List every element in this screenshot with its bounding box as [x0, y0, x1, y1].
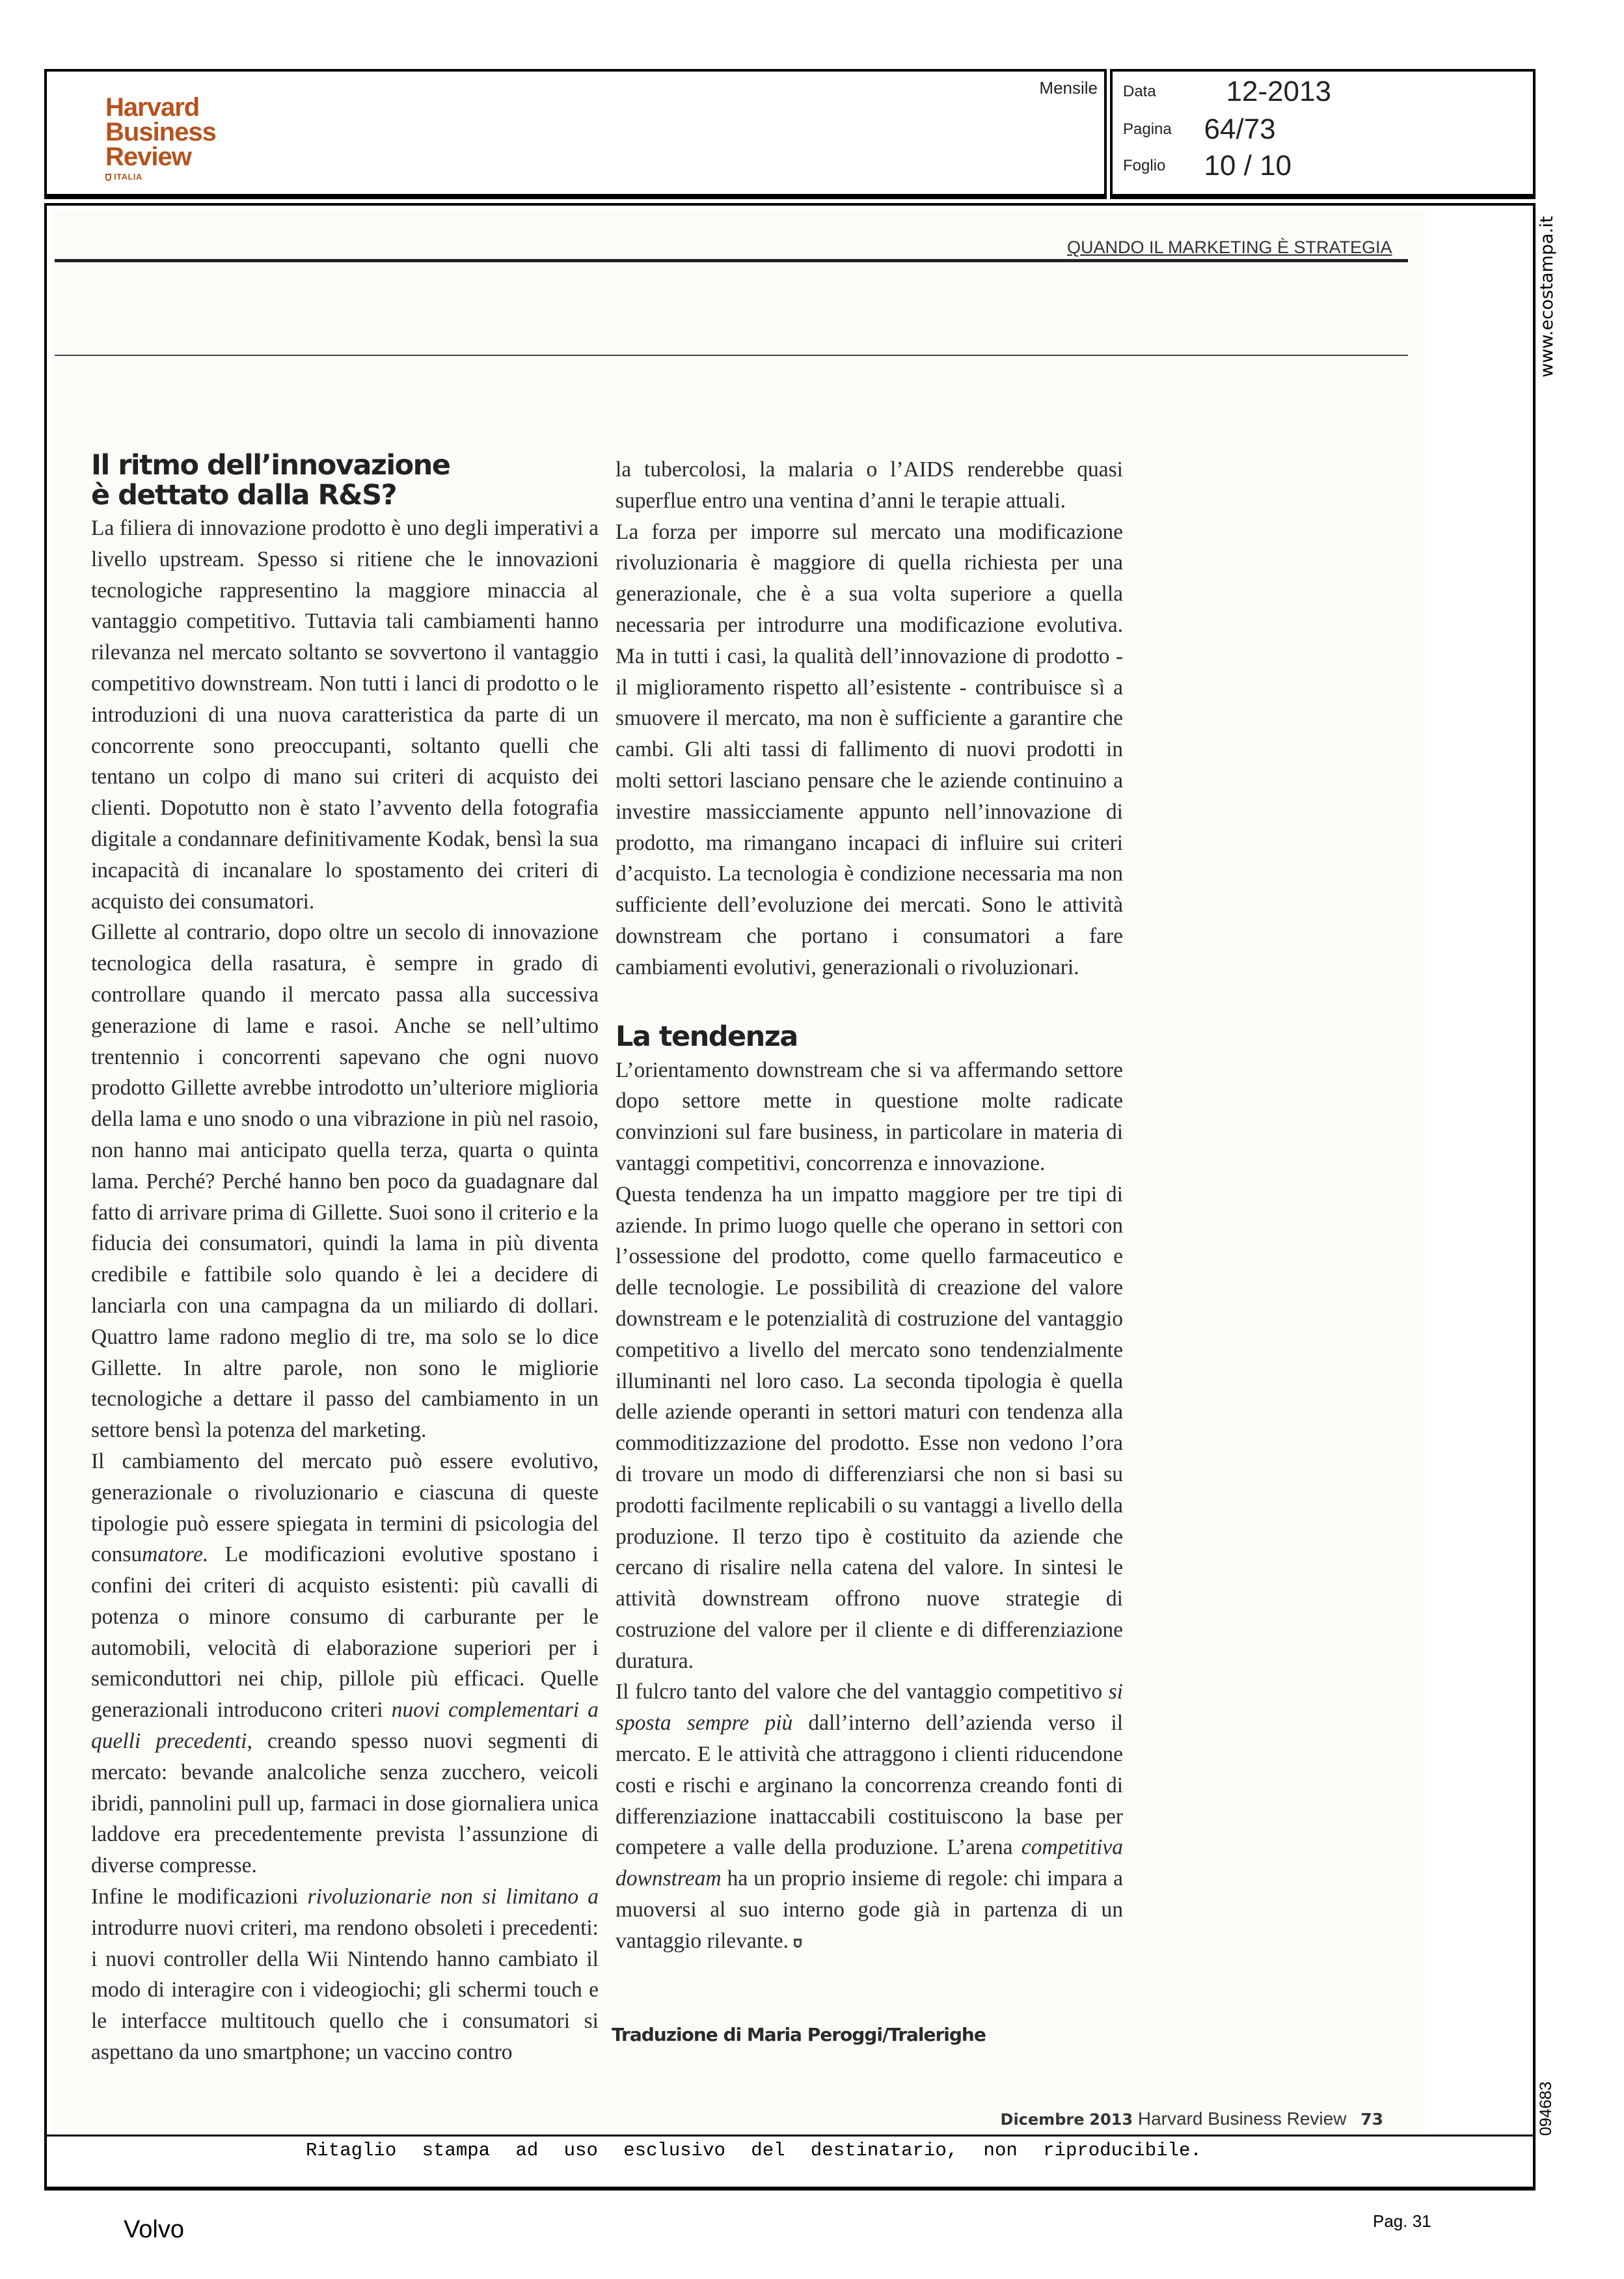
text-run: ha un proprio insieme di regole: chi impara a muoversi al suo interno gode già in partenza di un vantaggio rilevante.: [616, 1866, 1123, 1953]
side-url-text: www.ecostampa.it: [1537, 215, 1557, 377]
translation-credit: Traduzione di Maria Peroggi/Tralerighe: [612, 2024, 986, 2045]
folio-magazine: Harvard Business Review: [1137, 2108, 1347, 2129]
paragraph: La forza per imporre sul mercato una modificazione rivoluzionaria è maggiore di quella richiesta per una generazionale, che è a sua volta superiore a quella necessaria per introdurre una modificazione evolutiva. Ma in tutti i casi, la qualità dell’innovazione di prodotto - il miglioramento rispetto all’esistente - contribuisce sì a smuovere il mercato, ma non è sufficiente a garantire che cambi. Gli alti tassi di fallimento di nuovi prodotti in molti settori lasciano pensare che le aziende continuino a investire massicciamente appunto nell’innovazione di prodotto, ma rimangano incapaci di influire sui criteri d’acquisto. La tecnologia è condizione necessaria ma non sufficiente dell’evoluzione dei mercati. Sono le attività downstream che portano i consumatori a fare cambiamenti evolutivi, generazionali o rivoluzionari.: [616, 519, 1123, 979]
meta-sheet-label: Foglio: [1123, 157, 1166, 174]
paragraph: [91, 1446, 599, 1881]
paragraph: [616, 1676, 1123, 1956]
paragraph: Gillette al contrario, dopo oltre un secolo di innovazione tecnologica della rasatura, è sempre in grado di controllare quando il mercato passa alla successiva generazione di lame e rasoi. Anche se nell’ultimo trentennio i concorrenti sapevano che ogni nuovo prodotto Gillette avrebbe introdotto un’ulteriore miglioria della lama e uno snodo o una vibrazione in più nel rasoio, non hanno mai anticipato quella terza, quarta o quinta lama. Perché? Perché hanno ben poco da guadagnare dal fatto di arrivare prima di Gillette. Suoi sono il criterio e la fiducia dei consumatori, quindi la lama in più diventa credibile e fattibile solo quando è lei a decidere di lanciarla con una campagna da un miliardo di dollari. Quattro lame radono meglio di tre, ma solo se lo dice Gillette. In altre parole, non sono le migliorie tecnologiche a dettare il passo del cambiamento in un settore bensì la potenza del marketing.: [91, 920, 599, 1443]
shield-icon: [105, 174, 111, 181]
side-code-text: 094683: [1537, 2081, 1555, 2136]
text-run: Infine le modificazioni: [91, 1885, 308, 1909]
italic-run: si sposta sempre più: [616, 1680, 1123, 1736]
italic-run: nuovi complementari a quelli precedenti,: [91, 1698, 599, 1754]
italic-run: rivoluzionarie non si limitano a: [307, 1885, 599, 1909]
section-heading-trend: La tendenza: [616, 1020, 798, 1053]
text-run: Il fulcro tanto del valore che del vantaggio competitivo: [616, 1680, 1109, 1704]
folio-month: Dicembre: [1000, 2110, 1085, 2129]
paragraph: la tubercolosi, la malaria o l’AIDS renderebbe quasi superflue entro una ventina d’anni le terapie attuali.: [616, 457, 1123, 513]
paragraph: La filiera di innovazione prodotto è uno degli imperativi a livello upstream. Spesso si ritiene che le innovazioni tecnologiche rappresentino la maggiore minaccia al vantaggio competitivo. Tuttavia tali cambiamenti hanno rilevanza nel mercato soltanto se sovvertono il vantaggio competitivo downstream. Non tutti i lanci di prodotto o le introduzioni di una nuova caratteristica da parte di un concorrente sono preoccupanti, soltanto quelli che tentano un colpo di mano sui criteri di acquisto dei clienti. Dopotutto non è stato l’avvento della fotografia digitale a condannare definitivamente Kodak, bensì la sua incapacità di incanalare lo spostamento dei criteri di acquisto dei consumatori.: [91, 516, 599, 914]
meta-sheet: [1123, 150, 1292, 182]
text-run: Le modificazioni evolutive spostano i confini dei criteri di acquisto esistenti: più cavalli di potenza o minore consumo di carburante per le automobili, velocità di elaborazione superiori per i semiconduttori nei chip, pillole più efficaci. Quelle generazionali introducono criteri: [91, 1542, 599, 1723]
article-column-left: [91, 450, 599, 2068]
footer-page: Pag. 31: [1373, 2211, 1431, 2231]
text-run: dall’interno dell’azienda verso il mercato. E le attività che attraggono i clienti riducendone costi e rischi e arginano la concorrenza creando fonti di differenziazione inattaccabili costituiscono la base per competere a valle della produzione. L’arena: [616, 1711, 1123, 1860]
italic-run: competitiva downstream: [616, 1835, 1123, 1891]
disclaimer-text: Ritaglio stampa ad uso esclusivo del destinatario, non riproducibile.: [306, 2140, 1202, 2161]
kicker-rule: [55, 259, 1408, 262]
paragraph: L’orientamento downstream che si va affermando settore dopo settore mette in questione molte radicate convinzioni sul fare business, in particolare in materia di vantaggi competitivi, concorrenza e innovazione.: [616, 1058, 1123, 1175]
frequency-label: Mensile: [1039, 78, 1098, 98]
paragraph: [91, 1881, 599, 2068]
meta-date-value: 12-2013: [1226, 75, 1331, 107]
meta-page-value: 64/73: [1204, 113, 1276, 145]
logo-line-1: Harvard: [105, 93, 200, 122]
meta-date-label: Data: [1123, 83, 1156, 100]
logo-line-3: Review: [105, 143, 191, 171]
section-kicker: QUANDO IL MARKETING È STRATEGIA: [1067, 238, 1392, 257]
folio-year: 2013: [1089, 2110, 1133, 2129]
page-folio: [1001, 2108, 1383, 2129]
meta-page-label: Pagina: [1123, 120, 1172, 138]
header-meta-box: [1110, 69, 1536, 199]
header-rule: [55, 355, 1408, 356]
meta-page: [1123, 113, 1276, 146]
folio-page-number: 73: [1360, 2110, 1383, 2129]
italic-run: matore.: [142, 1542, 209, 1567]
heading-line-2: è dettato dalla R&S?: [91, 479, 397, 512]
text-run: Il cambiamento del mercato può essere evolutivo, generazionale o rivoluzionario e ciascuna di queste tipologie può essere spiegata in termini di psicologia del consu: [91, 1449, 599, 1567]
meta-date: [1123, 75, 1331, 108]
article-column-right: [616, 454, 1123, 1957]
end-mark-shield-icon: [794, 1939, 802, 1948]
logo-line-2: Business: [105, 118, 216, 146]
logo-edition: [105, 172, 216, 182]
logo-edition-label: ITALIA: [114, 172, 142, 182]
header-publication-box: [44, 69, 1107, 199]
section-heading-rnd: [91, 450, 599, 510]
hbr-logo: [105, 95, 216, 182]
text-run: creando spesso nuovi segmenti di mercato: bevande analcoliche senza zucchero, veicoli ibridi, pannolini pull up, farmaci in dose giornaliera unica laddove era precedentemente prevista l’assunzione di diverse compresse.: [91, 1729, 599, 1878]
heading-line-1: Il ritmo dell’innovazione: [91, 449, 450, 482]
paragraph: Questa tendenza ha un impatto maggiore per tre tipi di aziende. In primo luogo quelle che operano in settori con l’ossessione del prodotto, come quello farmaceutico e delle tecnologie. Le possibilità di creazione del valore downstream e le potenzialità di costruzione del vantaggio competitivo a livello del mercato sono tendenzialmente illuminanti nel loro caso. La seconda tipologia è quella delle aziende operanti in settori maturi con tendenza alla commoditizzazione del prodotto. Esse non vedono l’ora di trovare un modo di differenziarsi che non si basi su prodotti facilmente replicabili o su vantaggi a livello della produzione. Il terzo tipo è costituito da aziende che cercano di risalire nella catena del valore. In sintesi le attività downstream offrono nuove strategie di costruzione del valore per il cliente e di differenziazione duratura.: [616, 1182, 1123, 1673]
text-run: introdurre nuovi criteri, ma rendono obsoleti i precedenti: i nuovi controller della Wii Nintendo hanno cambiato il modo di interagire con i videogiochi; gli schermi touch e le interfacce multitouch quello che i consumatori si aspettano da uno smartphone; un vaccino contro: [91, 1915, 599, 2065]
meta-sheet-value: 10 / 10: [1204, 150, 1292, 182]
footer-client: Volvo: [124, 2216, 184, 2243]
